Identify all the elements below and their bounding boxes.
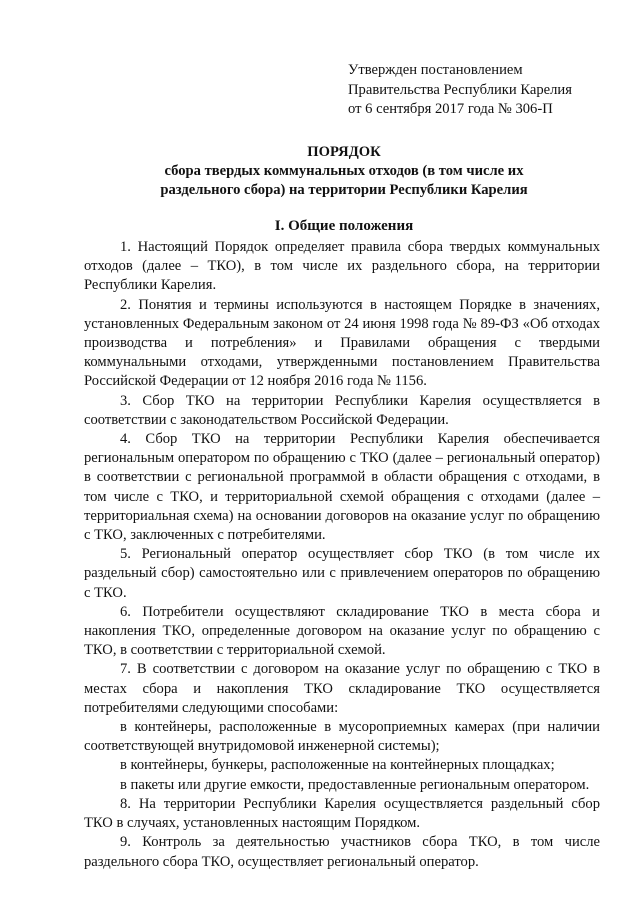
section-heading: I. Общие положения <box>274 218 414 234</box>
approval-line: от 6 сентября 2017 года № 306-П <box>348 101 553 117</box>
approval-line: Утвержден постановлением <box>348 62 523 78</box>
paragraph: 2. Понятия и термины используются в настоящем Порядке в значениях, установленных Федеральным законом от 24 июня 1998 года № 89-ФЗ «Об отходах производства и потребления» и Правилами обращения с твердыми коммунальными отходами, утвержденными постановлением Правительства Российской Федерации от 12 ноября 2016 года № 1156. <box>84 296 600 390</box>
title-line: ПОРЯДОК <box>307 144 381 160</box>
paragraph: 9. Контроль за деятельностью участников сбора ТКО, в том числе раздельного сбора ТКО, осуществляет региональный оператор. <box>84 834 600 870</box>
paragraph: 6. Потребители осуществляют складирование ТКО в места сбора и накопления ТКО, определенные договором на оказание услуг по обращению с ТКО, в соответствии с территориальной схемой. <box>84 603 600 659</box>
title-line: раздельного сбора) на территории Республики Карелия <box>160 182 528 198</box>
approval-line: Правительства Республики Карелия <box>348 81 572 98</box>
paragraph: в контейнеры, бункеры, расположенные на контейнерных площадках; <box>120 757 555 774</box>
paragraph: 3. Сбор ТКО на территории Республики Карелия осуществляется в соответствии с законодательством Российской Федерации. <box>84 392 600 428</box>
paragraph: в контейнеры, расположенные в мусороприемных камерах (при наличии соответствующей внутридомовой инженерной системы); <box>84 719 600 755</box>
paragraph: 5. Региональный оператор осуществляет сбор ТКО (в том числе их раздельный сбор) самостоятельно или с привлечением операторов по обращению с ТКО. <box>84 546 600 601</box>
document-title <box>84 143 604 200</box>
title-line: сбора твердых коммунальных отходов (в том числе их <box>164 163 524 179</box>
approval-stamp <box>348 61 618 120</box>
paragraph: 4. Сбор ТКО на территории Республики Карелия обеспечивается региональным оператором по обращению с ТКО (далее – региональный оператор) в соответствии с региональной программой в области обращения с отходами, в том числе с ТКО, и территориальной схемой обращения с отходами (далее – территориальная схема) на основании договоров на оказание услуг по обращению с ТКО, заключенных с потребителями. <box>84 431 600 544</box>
paragraph: в пакеты или другие емкости, предоставленные региональным оператором. <box>120 776 590 793</box>
document-body <box>84 238 600 872</box>
paragraph: 1. Настоящий Порядок определяет правила сбора твердых коммунальных отходов (далее – ТКО), в том числе их раздельного сбора, на территории Республики Карелия. <box>84 239 600 294</box>
paragraph: 8. На территории Республики Карелия осуществляется раздельный сбор ТКО в случаях, установленных настоящим Порядком. <box>84 795 600 832</box>
paragraph: 7. В соответствии с договором на оказание услуг по обращению с ТКО в местах сбора и накопления ТКО складирование ТКО осуществляется потребителями следующими способами: <box>84 661 600 716</box>
